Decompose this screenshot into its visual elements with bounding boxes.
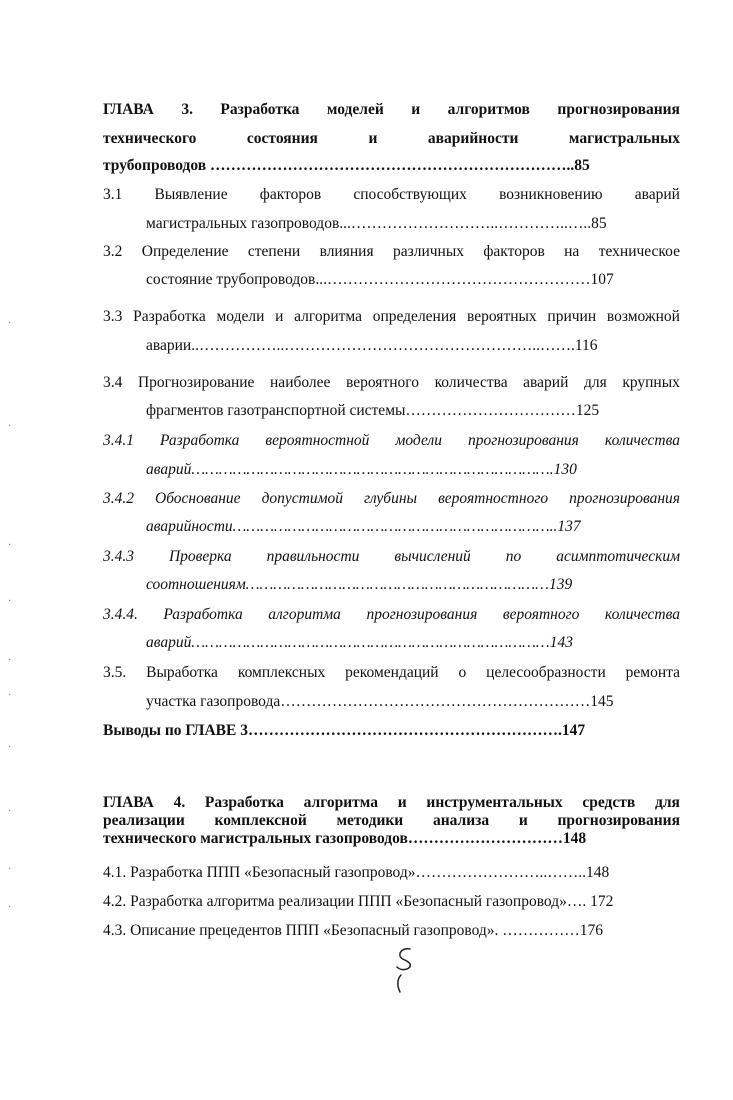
scan-speck: · xyxy=(8,655,12,666)
chapter3-heading-line3: трубопроводов ……………………………………………………………..85 xyxy=(103,157,590,174)
toc-3-4-3-line2: соотношениям…………………………………………………………139 xyxy=(146,576,573,593)
toc-3-4-line2: фрагментов газотранспортной системы……………………………125 xyxy=(146,402,600,419)
chapter4-heading-line2: реализации комплексной методики анализа и прогнозирования xyxy=(103,812,680,829)
toc-4-3: 4.3. Описание прецедентов ППП «Безопасный газопровод». ……………176 xyxy=(103,922,604,939)
chapter3-heading-line2: технического состояния и аварийности магистральных xyxy=(103,130,680,147)
scan-speck: · xyxy=(8,902,12,913)
toc-3-5-line1: 3.5. Выработка комплексных рекомендаций о целесообразности ремонта xyxy=(103,664,680,681)
chapter3-heading-line1: ГЛАВА 3. Разработка моделей и алгоритмов прогнозирования xyxy=(103,101,680,118)
toc-4-2: 4.2. Разработка алгоритма реализации ППП «Безопасный газопровод»…. 172 xyxy=(103,893,614,910)
handwritten-page-number xyxy=(390,945,420,995)
toc-3-4-2-line1: 3.4.2 Обоснование допустимой глубины вероятностного прогнозирования xyxy=(103,490,680,507)
toc-3-4-1-line1: 3.4.1 Разработка вероятностной модели прогнозирования количества xyxy=(103,432,680,449)
chapter4-heading-line1: ГЛАВА 4. Разработка алгоритма и инструментальных средств для xyxy=(103,794,680,811)
scan-speck: · xyxy=(8,421,12,432)
toc-3-3-line2: аварии..……………..…………………………………………..…….116 xyxy=(146,337,598,354)
toc-3-2-line1: 3.2 Определение степени влияния различных факторов на техническое xyxy=(103,243,680,260)
toc-3-3-line1: 3.3 Разработка модели и алгоритма определения вероятных причин возможной xyxy=(103,308,680,325)
toc-3-4-4-line2: аварий……………………………………………………………………143 xyxy=(146,634,573,651)
scan-speck: · xyxy=(8,864,12,875)
scan-speck: · xyxy=(8,690,12,701)
toc-3-4-3-line1: 3.4.3 Проверка правильности вычислений по асимптотическим xyxy=(103,548,680,565)
chapter3-conclusions: Выводы по ГЛАВЕ 3…………………………………………………….147 xyxy=(103,722,586,739)
toc-3-1-line1: 3.1 Выявление факторов способствующих возникновению аварий xyxy=(103,186,680,203)
toc-3-4-line1: 3.4 Прогнозирование наиболее вероятного количества аварий для крупных xyxy=(103,374,680,391)
toc-3-5-line2: участка газопровода……………………………………………………145 xyxy=(146,693,614,710)
chapter4-heading-line3: технического магистральных газопроводов…………………………148 xyxy=(103,830,587,847)
scan-speck: · xyxy=(8,742,12,753)
toc-3-1-line2: магистральных газопроводов...………………………..…………..…..85 xyxy=(146,215,607,232)
scan-speck: · xyxy=(8,540,12,551)
scan-speck: · xyxy=(8,318,12,329)
toc-3-4-2-line2: аварийности……………………………………………………………..137 xyxy=(146,518,581,535)
toc-3-4-1-line2: аварий…………………………………………………………………….130 xyxy=(146,461,577,478)
scan-speck: · xyxy=(8,806,12,817)
scan-speck: · xyxy=(8,596,12,607)
toc-4-1: 4.1. Разработка ППП «Безопасный газопровод»……………………..……..148 xyxy=(103,864,610,881)
toc-3-2-line2: состояние трубопроводов...……………………………………………107 xyxy=(146,271,614,288)
toc-3-4-4-line1: 3.4.4. Разработка алгоритма прогнозирования вероятного количества xyxy=(103,606,680,623)
